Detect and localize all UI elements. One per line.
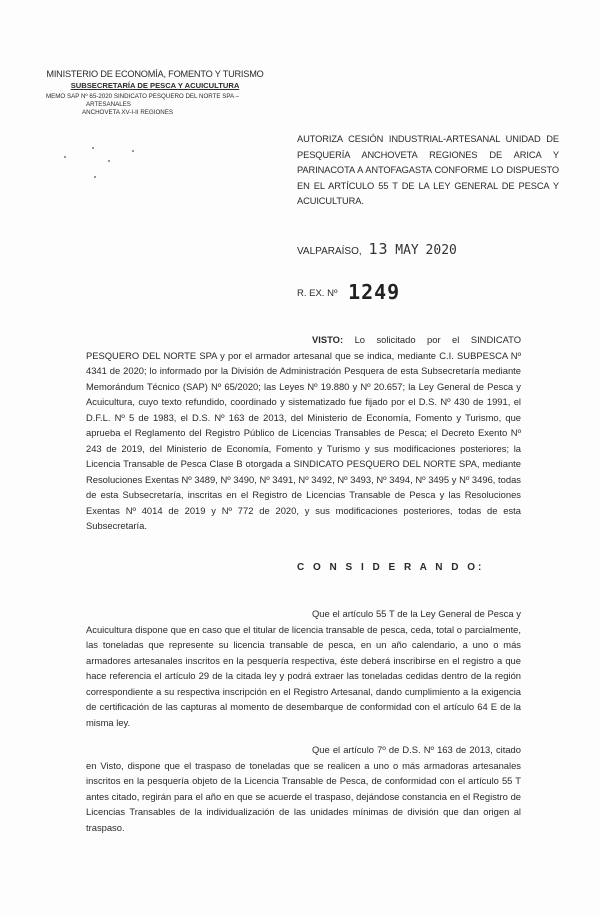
scan-speck — [132, 150, 134, 152]
subsecretaria-name: SUBSECRETARÍA DE PESCA Y ACUICULTURA — [70, 81, 240, 90]
visto-label: VISTO: — [312, 334, 344, 345]
visto-text: Lo solicitado por el SINDICATO PESQUERO DEL NORTE SPA y por el armador artesanal que se indica, mediante C.I. SUBPESCA Nº 4341 de 2020; lo informado por la División de Administración Pesquera de esta Subsecretaría mediante Memorándum Técnico (SAP) Nº 65/2020; las Leyes Nº 19.880 y Nº 20.657; la Ley General de Pesca y Acuicultura, cuyo texto refundido, coordinado y sistematizado fue fijado por el D.S. Nº 430 de 1991, el D.F.L. Nº 5 de 1983, el D.S. Nº 163 de 2013, del Ministerio de Economía, Fomento y Turismo, que aprueba el Reglamento del Registro Público de Licencias Transables de Pesca; el Decreto Exento Nº 243 de 2019, del Ministerio de Economía, Fomento y Turismo y sus modificaciones posteriores; la Licencia Transable de Pesca Clase B otorgada a SINDICATO PESQUERO DEL NORTE SPA, mediante Resoluciones Exentas Nº 3489, Nº 3490, Nº 3491, Nº 3492, Nº 3493, Nº 3494, Nº 3495 y Nº 3496, todas de esta Subsecretaría, inscritas en el Registro de Licencias Transable de Pesca y las Resoluciones Exentas Nº 4014 de 2019 y Nº 772 de 2020, y sus modificaciones posteriores, todas de esta Subsecretaría. — [86, 334, 521, 531]
considerando-paragraph-1 — [86, 606, 521, 730]
memo-line: ANCHOVETA XV-I-II REGIONES — [82, 109, 173, 116]
letterhead — [40, 68, 270, 117]
considerando-text-2: Que el artículo 7º de D.S. Nº 163 de 2013, citado en Visto, dispone que el traspaso de toneladas que se realicen a uno o más armadoras artesanales inscritos en la pesquería objeto de la Licencia Transable de Pesca, de conformidad con el artículo 55 T antes citado, regirán para el año en que se acuerde el traspaso, dejándose constancia en el Registro de Licencias Transables de la individualización de las unidades mínimas de división que dan origen al traspaso. — [86, 744, 521, 833]
resolution-number-stamp: 1249 — [348, 280, 401, 304]
resolution-date — [297, 240, 457, 258]
date-stamp-day: 13 — [368, 240, 389, 258]
ministry-name: MINISTERIO DE ECONOMÍA, FOMENTO Y TURISMO — [46, 69, 264, 79]
scan-speck — [92, 147, 94, 149]
visto-paragraph — [86, 332, 521, 534]
resolution-summary: AUTORIZA CESIÓN INDUSTRIAL-ARTESANAL UNIDAD DE PESQUERÍA ANCHOVETA REGIONES DE ARICA Y PARINACOTA A ANTOFAGASTA CONFORME LO DISPUESTO EN EL ARTÍCULO 55 T DE LA LEY GENERAL DE PESCA Y ACUICULTURA. — [297, 134, 559, 206]
memo-line: ARTESANALES — [86, 101, 131, 108]
considerando-heading: C O N S I D E R A N D O: — [297, 562, 485, 573]
date-place: VALPARAÍSO, — [297, 246, 362, 257]
date-stamp-month: MAY — [395, 243, 419, 258]
scan-speck — [108, 160, 110, 162]
scan-speck — [94, 176, 96, 178]
considerando-paragraph-2 — [86, 742, 521, 835]
resolution-number — [297, 280, 400, 304]
resolution-label: R. EX. Nº — [297, 288, 338, 299]
memo-reference — [46, 93, 270, 117]
scan-speck — [64, 156, 66, 158]
date-stamp-year: 2020 — [425, 243, 457, 258]
memo-line: MEMO SAP Nº 65-2020 SINDICATO PESQUERO DEL NORTE SPA – — [46, 93, 239, 100]
considerando-text-1: Que el artículo 55 T de la Ley General de Pesca y Acuicultura dispone que en caso que el titular de licencia transable de pesca, ceda, total o parcialmente, las toneladas que represente su licencia transable de pesca, en un año calendario, a uno o más armadores artesanales inscritos en la pesquería respectiva, éste deberá inscribirse en el registro a que hace referencia el artículo 29 de la citada ley y podrá extraer las toneladas cedidas dentro de la región correspondiente a su respectiva inscripción en el Registro Artesanal, dando cumplimiento a la exigencia de certificación de las capturas al momento de desembarque de conformidad con el artículo 64 E de la misma ley. — [86, 608, 521, 728]
